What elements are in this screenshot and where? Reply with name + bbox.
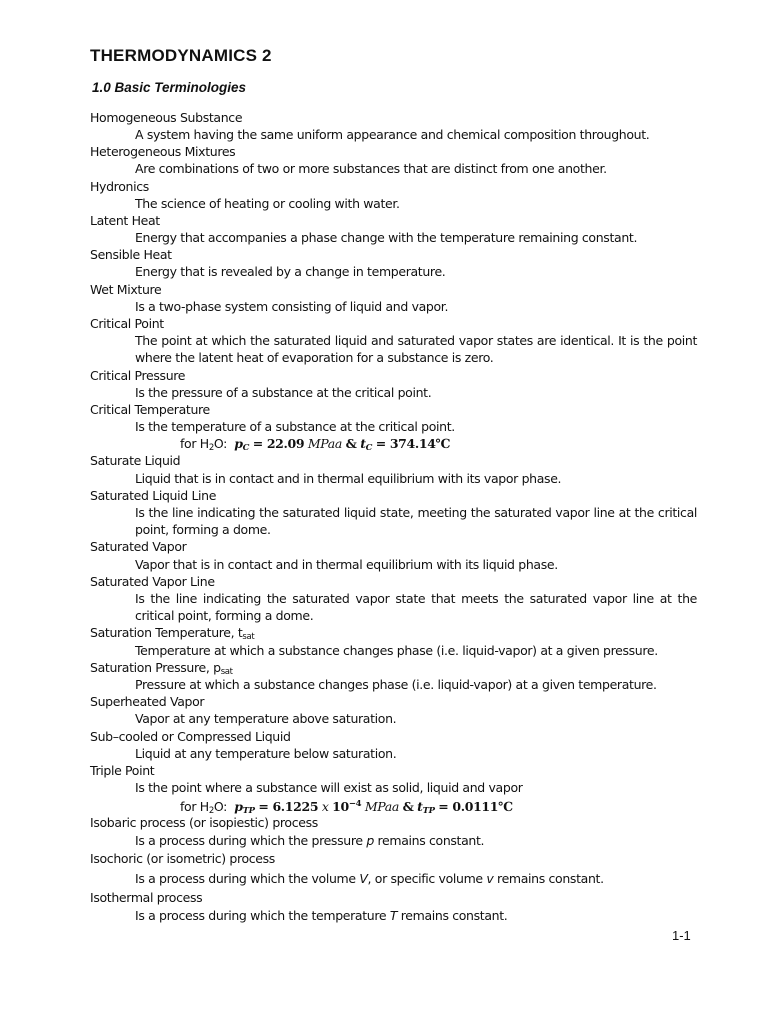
term-critical-temperature: Critical Temperature <box>90 402 210 417</box>
def-wet-mixture: Is a two-phase system consisting of liquid and vapor. <box>135 299 449 314</box>
def-saturation-temperature: Temperature at which a substance changes phase (i.e. liquid-vapor) at a given pressure. <box>135 643 658 658</box>
term-subcooled-liquid: Sub–cooled or Compressed Liquid <box>90 729 291 744</box>
def-text: remains constant. <box>373 833 485 848</box>
term-latent-heat: Latent Heat <box>90 213 160 228</box>
term-saturation-temperature-label: Saturation Temperature, t <box>90 625 243 640</box>
def-critical-point-line-1: The point at which the saturated liquid and saturated vapor states are identical. It is the point <box>135 333 697 348</box>
formula-unit: MPaa <box>364 799 399 814</box>
term-hydronics: Hydronics <box>90 179 149 194</box>
def-text: remains constant. <box>493 871 604 886</box>
term-subscript-sat: sat <box>242 632 255 642</box>
def-critical-pressure: Is the pressure of a substance at the critical point. <box>135 385 432 400</box>
def-saturated-vapor-line-2: critical point, forming a dome. <box>135 608 314 623</box>
def-saturated-liquid-line-2: point, forming a dome. <box>135 522 271 537</box>
formula-subscript: 2 <box>208 443 214 453</box>
def-variable: v <box>486 871 494 886</box>
term-critical-point: Critical Point <box>90 316 164 331</box>
term-saturated-vapor-line: Saturated Vapor Line <box>90 574 215 589</box>
formula-ten: 10 <box>332 799 349 814</box>
formula-ampersand: & <box>345 436 357 451</box>
formula-subscript-tp: TP <box>422 806 435 816</box>
def-isobaric-process <box>135 832 697 849</box>
formula-exponent: −4 <box>348 799 362 809</box>
formula-prefix: for H <box>180 799 209 814</box>
formula-subscript-c: C <box>365 443 373 453</box>
def-subcooled-liquid: Liquid at any temperature below saturation. <box>135 746 397 761</box>
term-saturation-pressure-label: Saturation Pressure, p <box>90 660 221 675</box>
def-saturated-liquid-line-1: Is the line indicating the saturated liquid state, meeting the saturated vapor line at the critical <box>135 505 697 520</box>
term-sensible-heat: Sensible Heat <box>90 247 172 262</box>
def-text: Is a process during which the temperature <box>135 908 390 923</box>
def-text: Is a process during which the pressure <box>135 833 367 848</box>
formula-value-ttp: = 0.0111℃ <box>438 799 513 814</box>
formula-times: x <box>321 799 329 814</box>
term-triple-point: Triple Point <box>90 763 155 778</box>
term-isobaric-process: Isobaric process (or isopiestic) process <box>90 815 318 830</box>
def-critical-temperature: Is the temperature of a substance at the critical point. <box>135 419 455 434</box>
formula-symbol-p: p <box>234 799 243 814</box>
def-critical-point-line-2: where the latent heat of evaporation for a substance is zero. <box>135 350 494 365</box>
def-saturation-pressure: Pressure at which a substance changes phase (i.e. liquid-vapor) at a given temperature. <box>135 677 657 692</box>
def-triple-point: Is the point where a substance will exist as solid, liquid and vapor <box>135 780 523 795</box>
formula-subscript-c: C <box>242 443 250 453</box>
def-hydronics: The science of heating or cooling with water. <box>135 196 400 211</box>
formula-symbol-t: t <box>360 436 366 451</box>
term-isothermal-process: Isothermal process <box>90 890 203 905</box>
def-heterogeneous-mixtures: Are combinations of two or more substances that are distinct from one another. <box>135 161 607 176</box>
formula-prefix-end: O: <box>213 799 228 814</box>
term-saturate-liquid: Saturate Liquid <box>90 453 181 468</box>
def-isochoric-process <box>135 870 697 887</box>
def-latent-heat: Energy that accompanies a phase change with the temperature remaining constant. <box>135 230 638 245</box>
def-saturated-vapor: Vapor that is in contact and in thermal equilibrium with its liquid phase. <box>135 557 558 572</box>
term-subscript-sat: sat <box>220 667 233 677</box>
page-number: 1-1 <box>672 928 691 943</box>
def-saturate-liquid: Liquid that is in contact and in thermal equilibrium with its vapor phase. <box>135 471 562 486</box>
def-variable: T <box>389 908 398 923</box>
document-title: THERMODYNAMICS 2 <box>90 46 272 65</box>
formula-unit: MPaa <box>307 436 343 451</box>
def-superheated-vapor: Vapor at any temperature above saturation. <box>135 711 397 726</box>
def-sensible-heat: Energy that is revealed by a change in temperature. <box>135 264 446 279</box>
term-isochoric-process: Isochoric (or isometric) process <box>90 851 275 866</box>
def-text: remains constant. <box>397 908 508 923</box>
formula-subscript-tp: TP <box>242 806 255 816</box>
term-wet-mixture: Wet Mixture <box>90 282 162 297</box>
formula-value-pc: = 22.09 <box>252 436 305 451</box>
term-heterogeneous-mixtures: Heterogeneous Mixtures <box>90 144 236 159</box>
formula-value-tc: = 374.14℃ <box>375 436 451 451</box>
formula-ampersand: & <box>402 799 414 814</box>
def-variable: p <box>366 833 374 848</box>
term-saturated-liquid-line: Saturated Liquid Line <box>90 488 217 503</box>
formula-symbol-t: t <box>417 799 423 814</box>
def-homogeneous-substance: A system having the same uniform appearance and chemical composition throughout. <box>135 127 650 142</box>
def-text: , or specific volume <box>367 871 487 886</box>
formula-symbol-p: p <box>234 436 243 451</box>
formula-prefix: for H <box>180 436 209 451</box>
formula-critical-h2o <box>180 435 450 457</box>
def-variable: V <box>359 871 368 886</box>
formula-prefix-end: O: <box>213 436 228 451</box>
def-text: Is a process during which the volume <box>135 871 360 886</box>
term-saturated-vapor: Saturated Vapor <box>90 539 187 554</box>
formula-value-ptp: = 6.1225 <box>258 799 319 814</box>
def-isothermal-process <box>135 907 697 924</box>
term-superheated-vapor: Superheated Vapor <box>90 694 205 709</box>
formula-subscript: 2 <box>208 806 214 816</box>
term-critical-pressure: Critical Pressure <box>90 368 186 383</box>
term-homogeneous-substance: Homogeneous Substance <box>90 110 243 125</box>
section-heading: 1.0 Basic Terminologies <box>92 80 247 95</box>
def-saturated-vapor-line-1: Is the line indicating the saturated vapor state that meets the saturated vapor line at the <box>135 591 697 606</box>
